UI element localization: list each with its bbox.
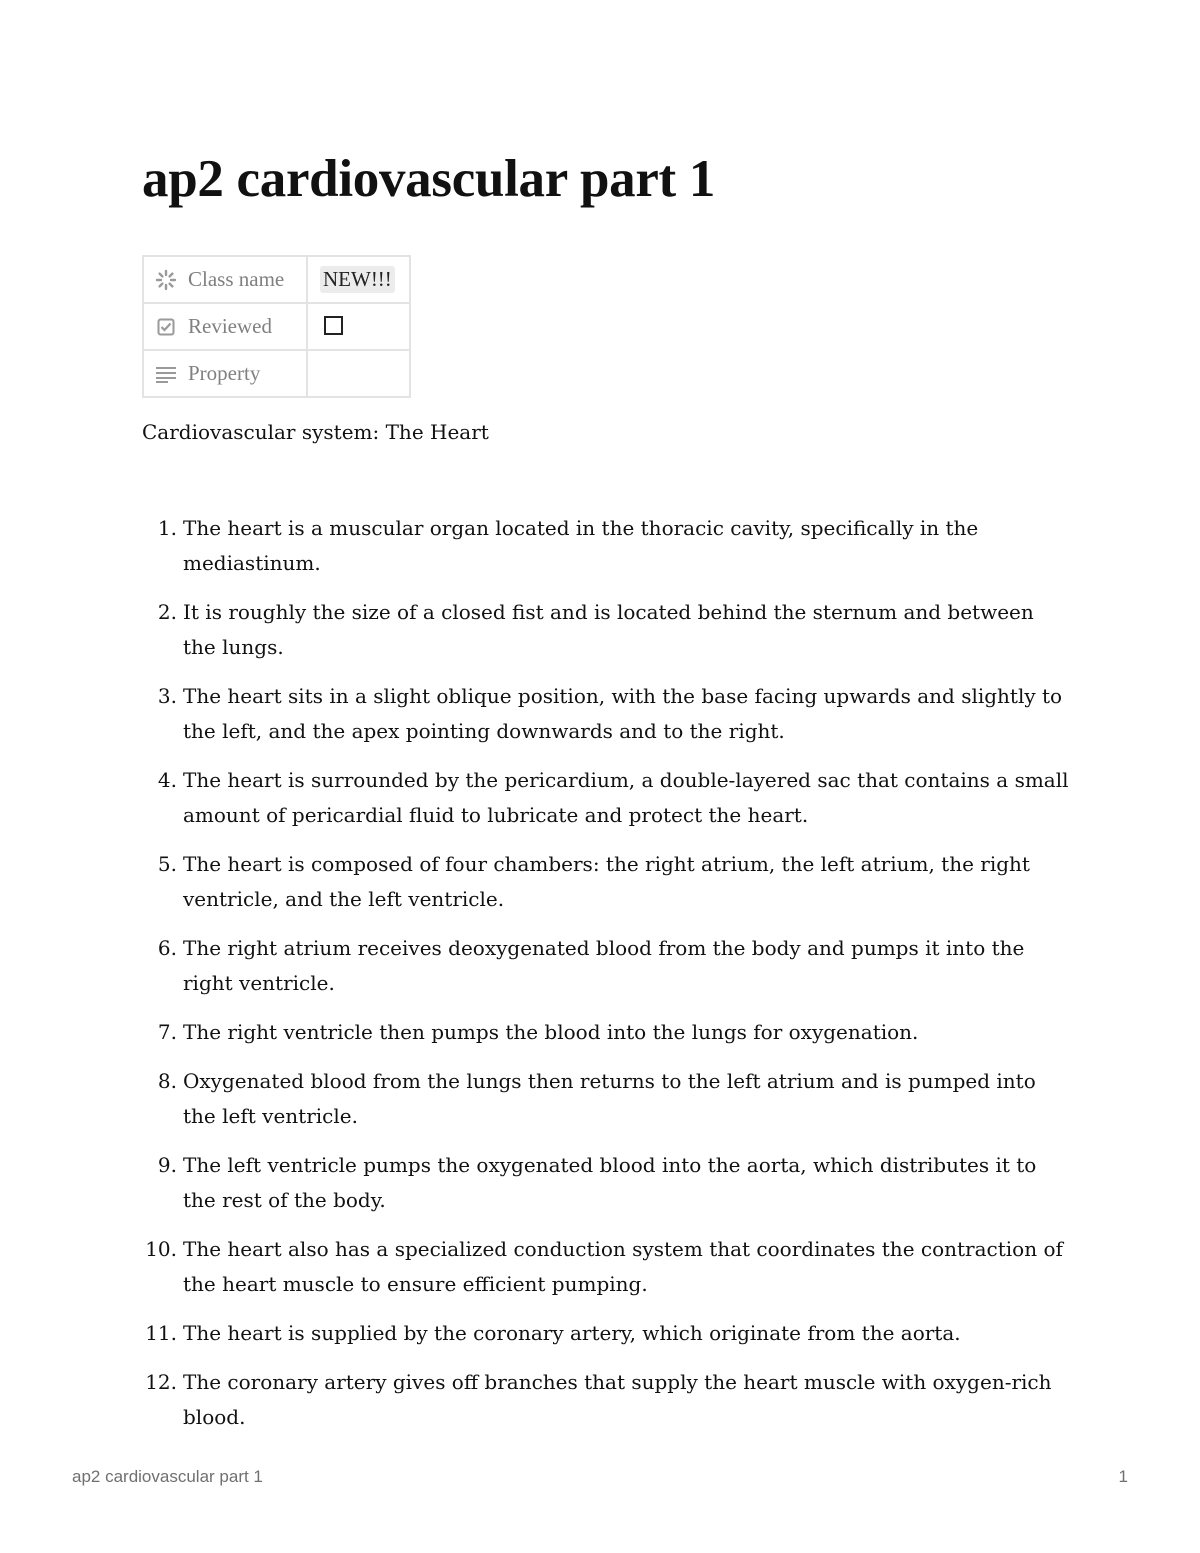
list-item-number: 6. (157, 936, 177, 960)
property-row-reviewed (143, 303, 410, 350)
numbered-list (142, 511, 1072, 1449)
list-item (142, 1316, 1072, 1351)
list-item (142, 1365, 1072, 1435)
property-value-cell[interactable] (307, 350, 410, 397)
list-item-number: 4. (157, 768, 177, 792)
text-lines-icon (154, 362, 178, 386)
list-item (142, 847, 1072, 917)
property-name-cell (143, 256, 307, 303)
list-item (142, 763, 1072, 833)
list-item (142, 1232, 1072, 1302)
footer-title: ap2 cardiovascular part 1 (72, 1467, 263, 1486)
list-item-number: 5. (157, 852, 177, 876)
list-item (142, 595, 1072, 665)
list-item (142, 1015, 1072, 1050)
reviewed-checkbox[interactable] (324, 316, 343, 335)
list-item-text: The left ventricle pumps the oxygenated blood into the aorta, which distributes it to the rest of the body. (183, 1153, 1037, 1212)
list-item (142, 679, 1072, 749)
list-item-text: The right ventricle then pumps the blood into the lungs for oxygenation. (183, 1020, 919, 1044)
list-item-number: 2. (157, 600, 177, 624)
list-item-number: 3. (157, 684, 177, 708)
properties-table (142, 255, 411, 398)
list-item-text: The heart is surrounded by the pericardium, a double-layered sac that contains a small amount of pericardial fluid to lubricate and protect the heart. (183, 768, 1069, 827)
list-item-number: 11. (145, 1321, 177, 1345)
property-label: Property (188, 361, 261, 385)
list-item-text: Oxygenated blood from the lungs then returns to the left atrium and is pumped into the left ventricle. (183, 1069, 1036, 1128)
list-item-number: 10. (145, 1237, 177, 1261)
property-value-cell[interactable] (307, 256, 410, 303)
checkbox-icon (154, 315, 178, 339)
list-item-number: 8. (157, 1069, 177, 1093)
page-title: ap2 cardiovascular part 1 (142, 150, 716, 208)
list-item (142, 931, 1072, 1001)
class-name-tag: NEW!!! (320, 266, 395, 293)
property-label: Class name (188, 267, 285, 291)
list-item (142, 1148, 1072, 1218)
list-item-number: 1. (157, 516, 177, 540)
list-item-number: 12. (145, 1370, 177, 1394)
property-row-class-name (143, 256, 410, 303)
list-item-text: The heart sits in a slight oblique position, with the base facing upwards and slightly to the left, and the apex pointing downwards and to the right. (183, 684, 1063, 743)
list-item-number: 7. (157, 1020, 177, 1044)
property-value-cell (307, 303, 410, 350)
page-number: 1 (1118, 1467, 1128, 1486)
section-subtitle: Cardiovascular system: The Heart (142, 420, 489, 444)
property-label: Reviewed (188, 314, 272, 338)
list-item-text: The right atrium receives deoxygenated blood from the body and pumps it into the right ventricle. (183, 936, 1025, 995)
property-name-cell (143, 303, 307, 350)
list-item-number: 9. (157, 1153, 177, 1177)
loading-spinner-icon (154, 268, 178, 292)
property-name-cell (143, 350, 307, 397)
list-item (142, 511, 1072, 581)
list-item-text: It is roughly the size of a closed fist and is located behind the sternum and between the lungs. (183, 600, 1034, 659)
list-item-text: The heart is a muscular organ located in the thoracic cavity, specifically in the mediastinum. (183, 516, 979, 575)
list-item (142, 1064, 1072, 1134)
list-item-text: The heart is supplied by the coronary artery, which originate from the aorta. (183, 1321, 961, 1345)
list-item-text: The heart is composed of four chambers: the right atrium, the left atrium, the right ventricle, and the left ventricle. (183, 852, 1030, 911)
property-row-property (143, 350, 410, 397)
list-item-text: The heart also has a specialized conduction system that coordinates the contraction of the heart muscle to ensure efficient pumping. (183, 1237, 1063, 1296)
list-item-text: The coronary artery gives off branches that supply the heart muscle with oxygen-rich blood. (183, 1370, 1052, 1429)
